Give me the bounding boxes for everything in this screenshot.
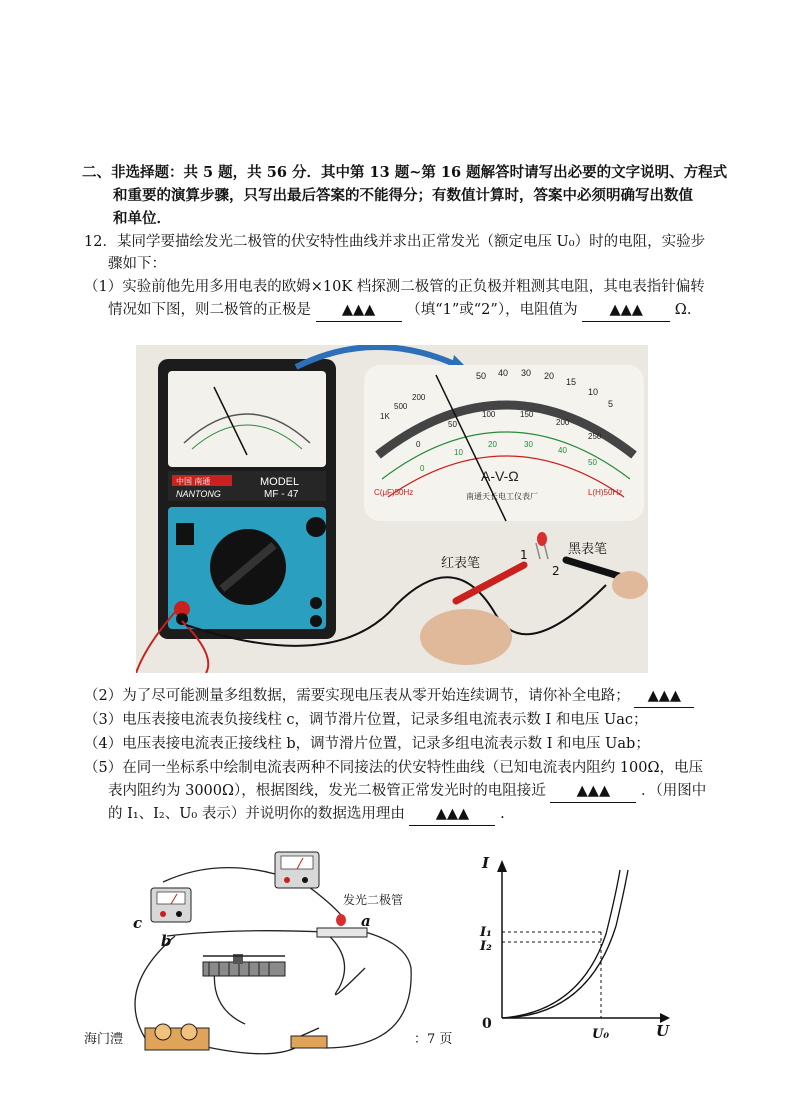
footer-page: ：7 页 xyxy=(414,1032,453,1047)
answer-blank-resistance[interactable]: ▲▲▲ xyxy=(582,299,670,322)
dial-right-label: L(H)50Hz xyxy=(588,488,623,497)
footer-left: 海门澧 xyxy=(84,1032,124,1047)
dial-scale-left-0: 1K xyxy=(380,412,390,421)
switch xyxy=(291,1036,327,1048)
dial-scale-low-4: 40 xyxy=(558,446,567,455)
i2-label: I₂ xyxy=(480,939,492,954)
led-icon xyxy=(336,914,346,926)
i1-label: I₁ xyxy=(480,925,492,940)
dial-scale-top-4: 15 xyxy=(566,377,577,387)
dial-scale-low-2: 20 xyxy=(488,440,497,449)
iu-graph-svg xyxy=(470,852,680,1052)
step1-text-a: 情况如下图，则二极管的正极是 xyxy=(108,302,311,318)
curve-upper xyxy=(502,870,620,1018)
dial-scale-mid-5: 250 xyxy=(588,432,602,441)
rheostat xyxy=(203,962,285,976)
y-axis-label: I xyxy=(482,854,490,872)
label-c: c xyxy=(133,914,143,932)
x-axis-label: U xyxy=(656,1022,670,1040)
multimeter-photo xyxy=(136,345,648,673)
q12-step5-line1: （5）在同一坐标系中绘制电流表两种不同接法的伏安特性曲线（已知电流表内阻约 100Ω，电压 xyxy=(84,760,704,776)
answer-blank-positive-lead[interactable]: ▲▲▲ xyxy=(316,299,402,322)
circuit-diagram xyxy=(115,848,453,1058)
dial-scale-top-6: 5 xyxy=(608,399,614,409)
q12-step5-line2 xyxy=(108,780,706,803)
q12-intro-line1: 12．某同学要描绘发光二极管的伏安特性曲线并求出正常发光（额定电压 U₀）时的电阻，实验步 xyxy=(84,234,706,250)
dial-scale-low-1: 10 xyxy=(454,448,463,457)
led-label: 发光二极管 xyxy=(343,893,404,907)
iu-graph xyxy=(470,852,680,1052)
section-heading-line2: 和重要的演算步骤，只写出最后答案的不能得分；有数值计算时，答案中必须明确写出数值 xyxy=(113,187,693,204)
dial-scale-top-5: 10 xyxy=(588,387,599,397)
dial-scale-mid-0: 0 xyxy=(416,440,421,449)
dial-scale-mid-3: 150 xyxy=(520,410,534,419)
q12-step3: （3）电压表接电流表负接线柱 c，调节滑片位置，记录多组电流表示数 I 和电压 Uac； xyxy=(84,712,648,728)
step5-text-a: 表内阻约为 3000Ω），根据图线，发光二极管正常发光时的电阻接近 xyxy=(108,783,546,799)
dial-scale-low-0: 0 xyxy=(420,464,425,473)
dial-scale-top-2: 30 xyxy=(521,368,532,378)
multimeter-illustration xyxy=(136,345,648,673)
dial-scale-mid-1: 50 xyxy=(448,420,457,429)
step2-text: （2）为了尽可能测量多组数据，需要实现电压表从零开始连续调节，请你补全电路； xyxy=(84,688,630,704)
led-component xyxy=(537,532,547,546)
dial-scale-low-3: 30 xyxy=(524,440,533,449)
dial-center-label: A-V-Ω xyxy=(481,468,519,484)
dial-scale-left-1: 500 xyxy=(394,402,408,411)
dial-left-label: C(μF)50Hz xyxy=(374,488,414,497)
q12-step1-line1: （1）实验前他先用多用电表的欧姆×10K 档探测二极管的正负极并粗测其电阻，其电表指针偏转 xyxy=(84,279,705,295)
dial-scale-top-1: 40 xyxy=(498,368,509,378)
label-b: b xyxy=(161,932,172,950)
q12-intro-line2: 骤如下： xyxy=(108,256,166,272)
black-probe-label: 黑表笔 xyxy=(568,542,608,557)
q12-step4: （4）电压表接电流表正接线柱 b，调节滑片位置，记录多组电流表示数 I 和电压 Uab； xyxy=(84,736,650,752)
dial-scale-left-2: 200 xyxy=(412,393,426,402)
led-board xyxy=(317,928,367,937)
red-probe-label: 红表笔 xyxy=(441,556,481,571)
meter-model: MF - 47 xyxy=(264,489,299,500)
circuit-svg xyxy=(115,848,453,1058)
q12-step5-line3 xyxy=(108,803,505,826)
answer-blank-circuit[interactable]: ▲▲▲ xyxy=(634,685,694,708)
step1-text-c: Ω. xyxy=(674,302,692,318)
dial-scale-mid-2: 100 xyxy=(482,410,496,419)
origin-label: 0 xyxy=(482,1016,492,1032)
answer-blank-resistance-expression[interactable]: ▲▲▲ xyxy=(550,780,636,803)
q12-step2 xyxy=(84,685,694,708)
section-heading-line3: 和单位． xyxy=(113,210,171,227)
label-a: a xyxy=(361,912,371,930)
section-heading-line1: 二、非选择题：共 5 题，共 56 分．其中第 13 题~第 16 题解答时请写出必要的文字说明、方程式 xyxy=(82,164,728,181)
lead-2-label: 2 xyxy=(552,564,560,578)
dial-scale-mid-4: 200 xyxy=(556,418,570,427)
meter-dial-face xyxy=(168,371,326,467)
meter-model-label: MODEL xyxy=(260,476,300,488)
u0-label: U₀ xyxy=(592,1027,610,1042)
dial-scale-top-0: 50 xyxy=(476,371,487,381)
answer-blank-reason[interactable]: ▲▲▲ xyxy=(409,803,495,826)
step5-text-b: ．（用图中 xyxy=(641,783,707,799)
dial-scale-top-3: 20 xyxy=(544,371,555,381)
step5-text-d: . xyxy=(500,806,505,822)
q12-step1-line2 xyxy=(108,299,691,322)
lead-1-label: 1 xyxy=(520,548,528,562)
step1-text-b: （填“1”或“2”），电阻值为 xyxy=(406,302,578,318)
meter-brand-en: NANTONG xyxy=(176,489,221,499)
meter-brand-cn: 中国 南通 xyxy=(176,477,211,486)
dial-scale-low-5: 50 xyxy=(588,458,597,467)
dial-maker: 南通天长电工仪表厂 xyxy=(466,492,538,501)
step5-text-c: 的 I₁、I₂、U₀ 表示）并说明你的数据选用理由 xyxy=(108,806,405,822)
